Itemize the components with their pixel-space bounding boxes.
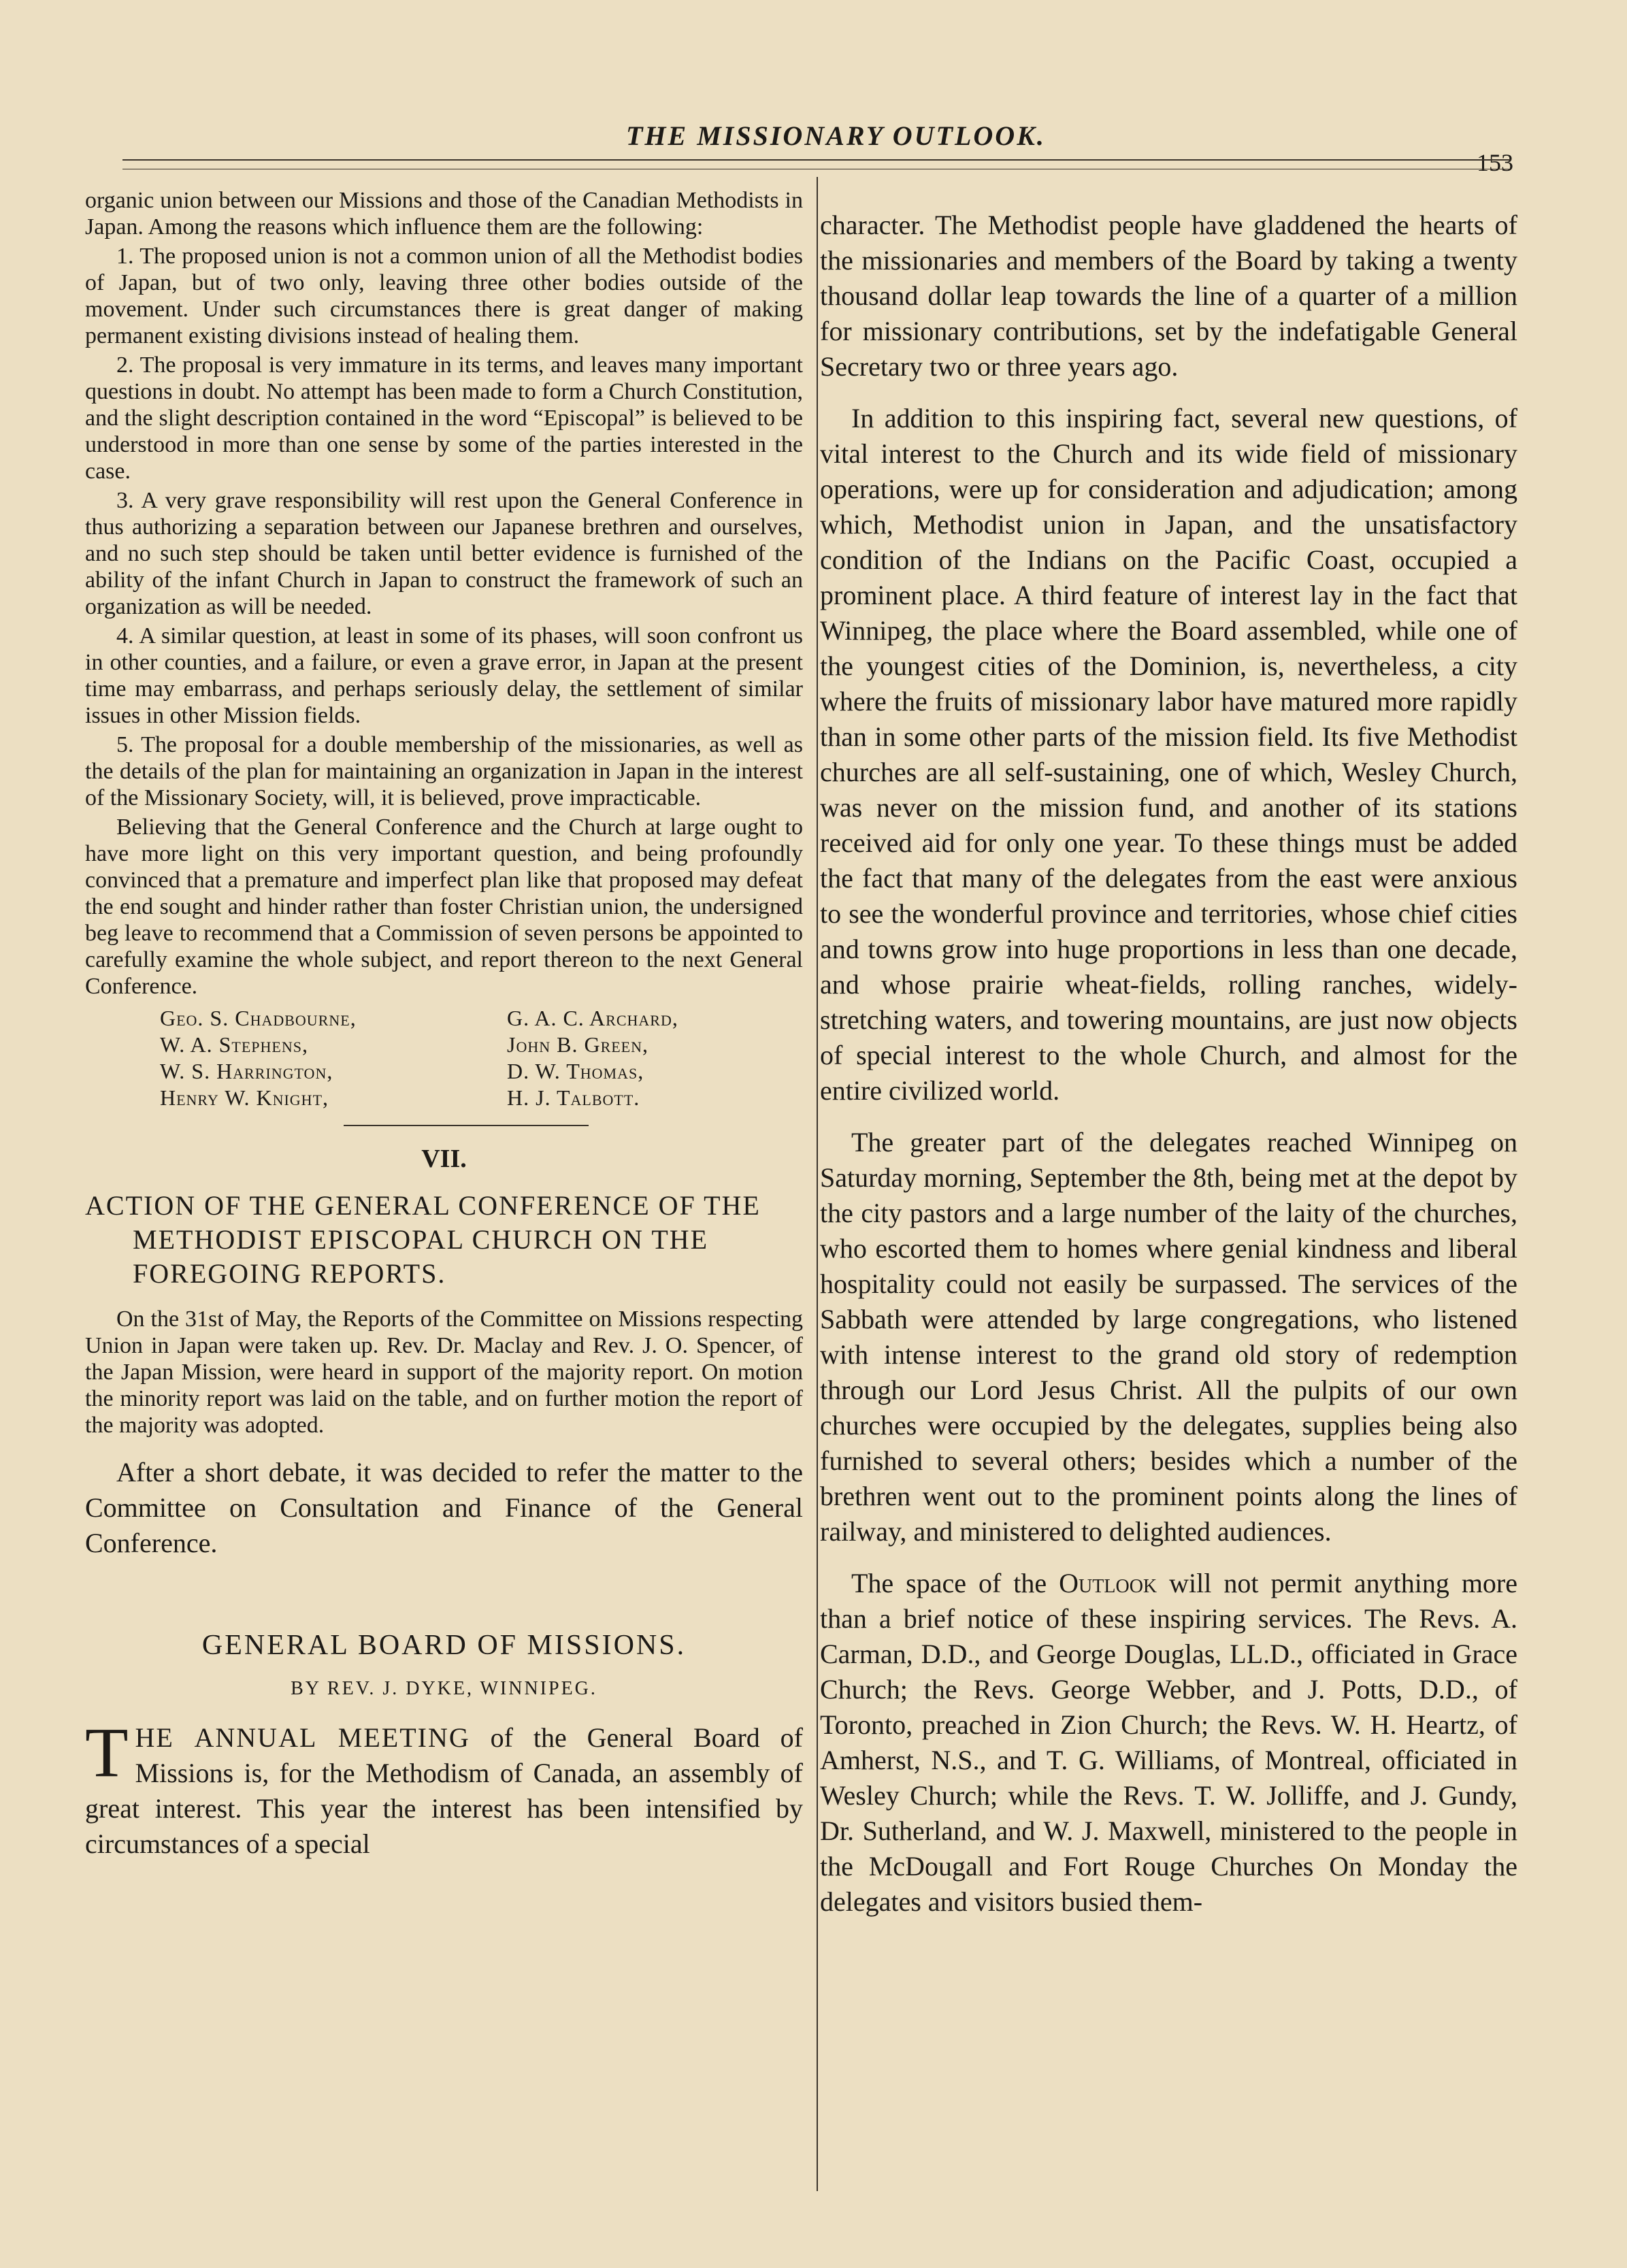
signer: D. W. Thomas, — [507, 1059, 644, 1083]
body-paragraph: The greater part of the delegates reached Winnipeg on Saturday morning, September the 8th, being met at the depot by the city pastors and a large number of the laity of the churches, who escorted them to homes where genial kindness and liberal hospitality could not easily be surpassed. The services of the Sabbath were attended by large congregations, who listened with intense interest to the grand old story of redemption through our Lord Jesus Christ. All the pulpits of our own churches were occupied by the delegates, supplies being also furnished to several others; besides which a number of the brethren went out to the prominent points along the lines of railway, and ministered to delighted audiences. — [820, 1127, 1517, 1547]
body-paragraph-last — [820, 1566, 1517, 1920]
body-paragraph: In addition to this inspiring fact, several new questions, of vital interest to the Church and its wide field of missionary operations, were up for consideration and adjudication; among which, Methodist union in Japan, and the unsatisfactory condition of the Indians on the Pacific Coast, occupied a prominent place. A third feature of interest lay in the fact that Winnipeg, the place where the Board assembled, while one of the youngest cities of the Dominion, is, nevertheless, a city where the fruits of missionary labor have matured more rapidly than in some other parts of the mission field. Its five Methodist churches are all self-sustaining, one of which, Wesley Church, was never on the mission fund, and another of its stations received aid for only one year. To these things must be added the fact that many of the delegates from the east were anxious to see the wonderful province and territories, whose chief cities and towns grow into huge proportions in less than one decade, and whose prairie wheat-fields, rolling ranches, widely-stretching waters, and towering mountains, are just now objects of special interest to the whole Church, and almost for the entire civilized world. — [820, 403, 1517, 1106]
article-opening-paragraph — [85, 1713, 803, 1862]
left-column — [85, 187, 803, 1862]
signer: W. A. Stephens, — [160, 1032, 308, 1057]
recommendation-paragraph: Believing that the General Conference and the Church at large ought to have more light on this very important question, and being profoundly convinced that a premature and imperfect plan like that proposed may defeat the end sought and hinder rather than foster Christian union, the undersigned beg leave to recommend that a Commission of seven persons be appointed to carefully examine the whole subject, and report thereon to the next General Conference. — [85, 815, 803, 999]
signer: Henry W. Knight, — [160, 1085, 329, 1110]
reason-3: 3. A very grave responsibility will rest upon the General Conference in thus authorizing a separation between our Japanese brethren and ourselves, and no such step should be taken until better evidence is furnished of the ability of the infant Church in Japan to construct the framework of such an organization as will be needed. — [85, 488, 803, 619]
drop-cap: T — [85, 1713, 129, 1792]
running-header-title: THE MISSIONARY OUTLOOK. — [626, 120, 1046, 151]
reason-4: 4. A similar question, at least in some of its phases, will soon confront us in other counties, and a failure, or even a grave error, in Japan at the present time may embarrass, and perhaps seriously delay, the settlement of similar issues in other Mission fields. — [85, 623, 803, 728]
column-divider — [817, 177, 818, 2191]
body-paragraph: character. The Methodist people have gladdened the hearts of the missionaries and members of the Board by taking a twenty thousand dollar leap towards the line of a quarter of a million for missionary contributions, set by the indefatigable General Secretary two or three years ago. — [820, 210, 1517, 382]
signer: G. A. C. Archard, — [507, 1006, 678, 1030]
right-column — [820, 208, 1517, 1920]
section-title: ACTION OF THE GENERAL CONFERENCE OF THE METHODIST EPISCOPAL CHURCH ON THE FOREGOING REPORTS. — [85, 1190, 761, 1289]
opening-caps: HE ANNUAL MEETING — [135, 1722, 470, 1753]
outlook-caps: Outlook — [1059, 1568, 1157, 1598]
last-para-rest: will not permit anything more than a brief notice of these inspiring services. The Revs. A. Carman, D.D., and George Douglas, LL.D., officiated in Grace Church; the Revs. George Webber, and J. Potts, D.D., of Toronto, preached in Zion Church; the Revs. W. H. Heartz, of Amherst, N.S., and T. G. Williams, of Montreal, officiated in Wesley Church; while the Revs. T. W. Jolliffe, and J. Gundy, Dr. Sutherland, and W. J. Maxwell, ministered to the people in the McDougall and Fort Rouge Churches On Monday the delegates and visitors busied them- — [820, 1568, 1518, 1917]
intro-paragraph: organic union between our Missions and those of the Canadian Methodists in Japan. Among the reasons which influence them are the following: — [85, 188, 803, 240]
action-paragraph: On the 31st of May, the Reports of the Committee on Missions respecting Union in Japan were taken up. Rev. Dr. Maclay and Rev. J. O. Spencer, of the Japan Mission, were heard in support of the majority report. On motion the minority report was laid on the table, and on further motion the report of the majority was adopted. — [85, 1306, 803, 1438]
reason-1: 1. The proposed union is not a common union of all the Methodist bodies of Japan, but of two only, leaving three other bodies outside of the movement. Under such circumstances there is great danger of making permanent existing divisions instead of healing them. — [85, 244, 803, 348]
article-byline: BY REV. J. DYKE, WINNIPEG. — [291, 1678, 597, 1699]
opening-text: of the General Board of Missions is, for the Methodism of Canada, an assembly of great interest. This year the interest has been intensified by circumstances of a special — [85, 1722, 803, 1859]
section-separator — [344, 1125, 589, 1126]
section-number: VII. — [421, 1145, 467, 1173]
article-title: GENERAL BOARD OF MISSIONS. — [201, 1630, 687, 1661]
debate-paragraph: After a short debate, it was decided to refer the matter to the Committee on Consultation and Finance of the General Conference. — [85, 1457, 803, 1558]
reason-2: 2. The proposal is very immature in its terms, and leaves many important questions in doubt. No attempt has been made to form a Church Constitution, and the slight description contained in the word “Episcopal” is believed to be understood in more than one sense by some of the parties interested in the case. — [85, 352, 803, 484]
signer: Geo. S. Chadbourne, — [160, 1006, 357, 1030]
signer: John B. Green, — [507, 1032, 649, 1057]
signers-list — [160, 1005, 803, 1111]
signer: W. S. Harrington, — [160, 1059, 333, 1083]
header-rule — [122, 159, 1511, 161]
reason-5: 5. The proposal for a double membership of the missionaries, as well as the details of the plan for maintaining an organization in Japan in the interest of the Missionary Society, will, it is believed, prove impracticable. — [85, 732, 803, 810]
signer: H. J. Talbott. — [507, 1085, 640, 1110]
last-para-start: The space of the — [851, 1568, 1059, 1598]
page-number: 153 — [1477, 149, 1513, 176]
